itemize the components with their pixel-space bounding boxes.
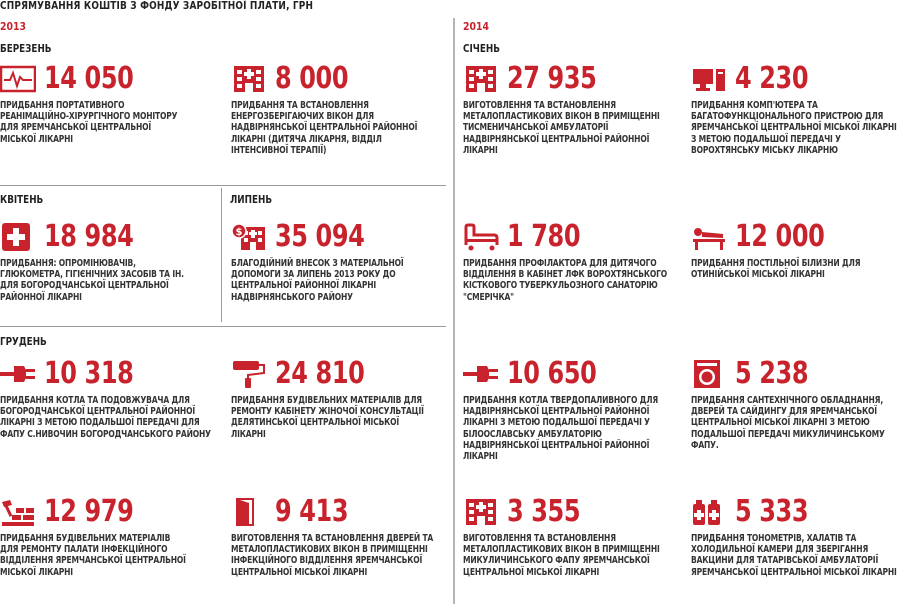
item-2014-3 xyxy=(691,220,905,280)
amount: 14 050 xyxy=(44,61,134,96)
amount: 18 984 xyxy=(44,219,134,254)
year-2013-label: 2013 xyxy=(0,20,27,33)
item-2013-5 xyxy=(231,357,491,440)
description: БЛАГОДІЙНИЙ ВНЕСОК З МАТЕРІАЛЬНОЇ ДОПОМОГИ ЗА ЛИПЕНЬ 2013 РОКУ ДО ЦЕНТРАЛЬНОЇ РАЙОННОЇ ЛІКАРНІ НАДВІРНЯНСЬКОГО РАЙОНУ xyxy=(231,258,404,303)
item-2014-5 xyxy=(691,357,905,451)
medicine-bottles-icon xyxy=(691,498,727,526)
computer-icon xyxy=(691,65,727,93)
description: ПРИДБАННЯ КОМП'ЮТЕРА ТА БАГАТОФУНКЦІОНАЛЬНОГО ПРИСТРОЮ ДЛЯ ЯРЕМЧАНСЬКОЇ ЦЕНТРАЛЬНОЇ МІСЬКОЇ ЛІКАРНІ З МЕТОЮ ПОДАЛЬШОЇ ПЕРЕДАЧІ У ВОРОХТЯНСЬКУ МІСЬКУ ЛІКАРНЮ xyxy=(691,100,897,156)
description: ПРИДБАННЯ БУДІВЕЛЬНИХ МАТЕРІАЛІВ ДЛЯ РЕМОНТУ ПАЛАТИ ІНФЕКЦІЙНОГО ВІДДІЛЕННЯ ЯРЕМЧАНСЬКОЇ ЦЕНТРАЛЬНОЇ МІСЬКОЇ ЛІКАРНІ xyxy=(0,533,186,578)
plug-icon xyxy=(463,360,499,388)
month-march: БЕРЕЗЕНЬ xyxy=(0,42,52,55)
description: ПРИДБАННЯ ТОНОМЕТРІВ, ХАЛАТІВ ТА ХОЛОДИЛЬНОЇ КАМЕРИ ДЛЯ ЗБЕРІГАННЯ ВАКЦИНИ ДЛЯ ТАТАРІВСЬКОЇ АМБУЛАТОРІЇ ЯРЕМЧАНСЬКОЇ ЦЕНТРАЛЬНОЇ МІСЬКОЇ ЛІКАРНІ xyxy=(691,533,897,578)
item-2013-0 xyxy=(0,62,260,145)
item-2013-6 xyxy=(0,495,260,578)
amount: 5 238 xyxy=(735,356,809,391)
description: ВИГОТОВЛЕННЯ ТА ВСТАНОВЛЕННЯ ДВЕРЕЙ ТА МЕТАЛОПЛАСТИКОВИХ ВІКОН В ПРИМІЩЕННІ ІНФЕКЦІЙНОГО ВІДДІЛЕННЯ ЯРЕМЧАНСЬКОЇ ЦЕНТРАЛЬНОЇ МІСЬКОЇ ЛІКАРНІ xyxy=(231,533,434,578)
year-2014-label: 2014 xyxy=(463,20,490,33)
month-july: ЛИПЕНЬ xyxy=(230,193,273,206)
svg-text:$: $ xyxy=(235,227,243,238)
paint-roller-icon xyxy=(231,360,267,388)
description: ВИГОТОВЛЕННЯ ТА ВСТАНОВЛЕННЯ МЕТАЛОПЛАСТИКОВИХ ВІКОН В ПРИМІЩЕННІ ТИСМЕНИЧАНСЬКОЇ АМБУЛАТОРІЇ НАДВІРНЯНСЬКОЇ ЦЕНТРАЛЬНОЇ РАЙОННОЇ ЛІКАРНІ xyxy=(463,100,660,156)
amount: 1 780 xyxy=(507,219,581,254)
divider-march xyxy=(0,185,446,186)
description: ПРИДБАННЯ САНТЕХНІЧНОГО ОБЛАДНАННЯ, ДВЕРЕЙ ТА САЙДИНГУ ДЛЯ ЯРЕМЧАНСЬКОЇ ЦЕНТРАЛЬНОЇ МІСЬКОЇ ЛІКАРНІ З МЕТОЮ ПОДАЛЬШОЇ ПЕРЕДАЧІ МИКУЛИЧИНСЬКОМУ ФАПУ. xyxy=(691,395,885,451)
description: ПРИДБАННЯ ПОРТАТИВНОГО РЕАНІМАЦІЙНО-ХІРУРГІЧНОГО МОНІТОРУ ДЛЯ ЯРЕМЧАНСЬКОЇ ЦЕНТРАЛЬНОЇ МІСЬКОЇ ЛІКАРНІ xyxy=(0,100,178,145)
description: ПРИДБАННЯ КОТЛА ТА ПОДОВЖУВАЧА ДЛЯ БОГОРОДЧАНСЬКОЇ ЦЕНТРАЛЬНОЇ РАЙОННОЇ ЛІКАРНІ З МЕТОЮ ПОДАЛЬШОЇ ПЕРЕДАЧІ ДЛЯ ФАПУ С.НИВОЧИН БОГОРОДЧАНСЬКОГО РАЙОНУ xyxy=(0,395,211,440)
amount: 12 000 xyxy=(735,219,825,254)
monitor-icon xyxy=(0,65,36,93)
month-december: ГРУДЕНЬ xyxy=(0,335,47,348)
hospital-building-icon xyxy=(231,65,267,93)
item-2014-0 xyxy=(463,62,723,156)
patient-bed-icon xyxy=(691,223,727,251)
description: ПРИДБАННЯ: ОПРОМІНЮВАЧІВ, ГЛЮКОМЕТРА, ГІГІЄНІЧНИХ ЗАСОБІВ ТА ІН. ДЛЯ БОГОРОДЧАНСЬКОЇ ЦЕНТРАЛЬНОЇ РАЙОННОЇ ЛІКАРНІ xyxy=(0,258,184,303)
item-2013-2 xyxy=(0,220,260,303)
amount: 9 413 xyxy=(275,494,349,529)
divider-july xyxy=(0,326,446,327)
medical-cross-icon xyxy=(0,223,36,251)
month-april: КВІТЕНЬ xyxy=(0,193,44,206)
money-building-icon xyxy=(231,223,267,251)
item-2013-1 xyxy=(231,62,491,156)
item-2013-3 xyxy=(231,220,491,303)
description: ПРИДБАННЯ КОТЛА ТВЕРДОПАЛИВНОГО ДЛЯ НАДВІРНЯНСЬКОЇ ЦЕНТРАЛЬНОЇ РАЙОННОЇ ЛІКАРНІ З МЕТОЮ ПОДАЛЬШОЇ ПЕРЕДАЧІ У БІЛООСЛАВСЬКУ АМБУЛАТОРІЮ НАДВІРНЯНСЬКОЇ ЦЕНТРАЛЬНОЇ РАЙОННОЇ ЛІКАРНІ xyxy=(463,395,658,463)
description: ПРИДБАННЯ ПОСТІЛЬНОЇ БІЛИЗНИ ДЛЯ ОТИНІЙСЬКОЇ МІСЬКОЇ ЛІКАРНІ xyxy=(691,258,861,281)
plug-icon xyxy=(0,360,36,388)
item-2014-6 xyxy=(463,495,723,578)
item-2014-1 xyxy=(691,62,905,156)
washing-machine-icon xyxy=(691,360,727,388)
amount: 10 650 xyxy=(507,356,597,391)
item-2013-7 xyxy=(231,495,491,578)
month-january: СІЧЕНЬ xyxy=(463,42,500,55)
description: ПРИДБАННЯ ТА ВСТАНОВЛЕННЯ ЕНЕРГОЗБЕРІГАЮЧИХ ВІКОН ДЛЯ НАДВІРНЯНСЬКОЇ ЦЕНТРАЛЬНОЇ РАЙОННОЇ ЛІКАРНІ (ДИТЯЧА ЛІКАРНЯ, ВІДДІЛ ІНТЕНСИВНОЇ ТЕРАПІЇ) xyxy=(231,100,418,156)
hospital-building-icon xyxy=(463,498,499,526)
amount: 3 355 xyxy=(507,494,581,529)
item-2014-7 xyxy=(691,495,905,578)
amount: 5 333 xyxy=(735,494,809,529)
item-2014-2 xyxy=(463,220,723,303)
amount: 12 979 xyxy=(44,494,134,529)
amount: 24 810 xyxy=(275,356,365,391)
bricks-hammer-icon xyxy=(0,498,36,526)
item-2014-4 xyxy=(463,357,723,462)
amount: 27 935 xyxy=(507,61,597,96)
item-2013-4 xyxy=(0,357,260,440)
description: ВИГОТОВЛЕННЯ ТА ВСТАНОВЛЕННЯ МЕТАЛОПЛАСТИКОВИХ ВІКОН В ПРИМІЩЕННІ МИКУЛИЧИНСЬКОГО ФАПУ ЯРЕМЧАНСЬКОЇ ЦЕНТРАЛЬНОЇ МІСЬКОЇ ЛІКАРНІ xyxy=(463,533,660,578)
medical-bed-icon xyxy=(463,223,499,251)
amount: 8 000 xyxy=(275,61,349,96)
description: ПРИДБАННЯ ПРОФІЛАКТОРА ДЛЯ ДИТЯЧОГО ВІДДІЛЕННЯ В КАБІНЕТ ЛФК ВОРОХТЯНСЬКОГО КІСТКОВОГО ТУБЕРКУЛЬОЗНОГО САНАТОРІЮ "СМЕРІЧКА" xyxy=(463,258,668,303)
amount: 10 318 xyxy=(44,356,134,391)
door-icon xyxy=(231,498,267,526)
amount: 35 094 xyxy=(275,219,365,254)
page-title: СПРЯМУВАННЯ КОШТІВ З ФОНДУ ЗАРОБІТНОЇ ПЛАТИ, ГРН xyxy=(0,0,314,12)
hospital-building-icon xyxy=(463,65,499,93)
amount: 4 230 xyxy=(735,61,809,96)
description: ПРИДБАННЯ БУДІВЕЛЬНИХ МАТЕРІАЛІВ ДЛЯ РЕМОНТУ КАБІНЕТУ ЖІНОЧОЇ КОНСУЛЬТАЦІЇ ДЕЛЯТИНСЬКОЇ ЦЕНТРАЛЬНОЇ МІСЬКОЇ ЛІКАРНІ xyxy=(231,395,424,440)
